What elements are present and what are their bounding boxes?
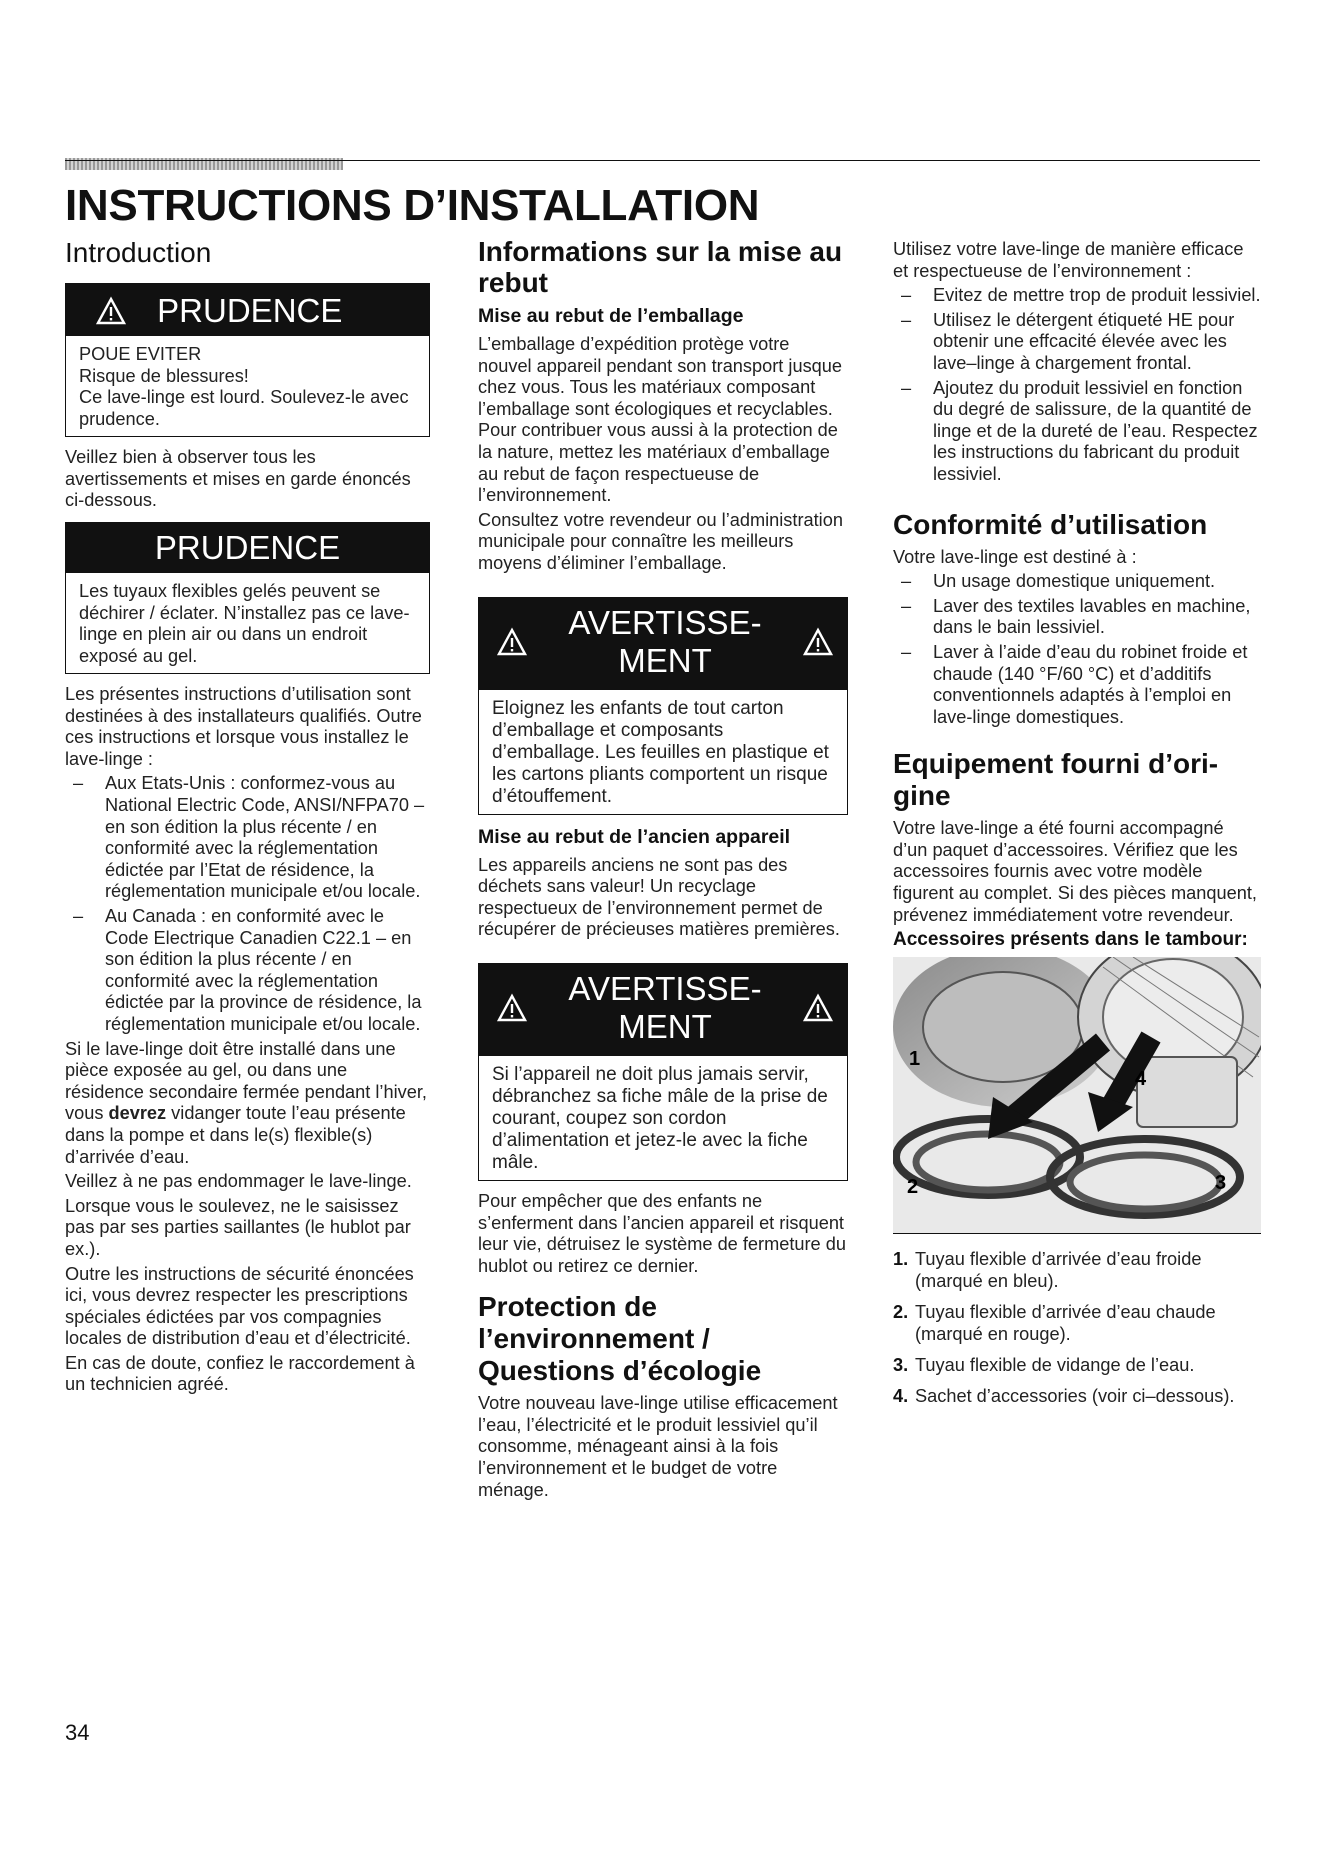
column-2 <box>478 236 848 1504</box>
list-item: – Aux Etats-Unis : conformez-vous au National Electric Code, ANSI/NFPA70 – en son édition la plus récente / en conformité avec la réglementation édictée par l’Etat de résidence, la réglementation municipale et/ou locale. <box>73 773 425 902</box>
intro-paragraph: Veillez bien à observer tous les avertissements et mises en garde énoncés ci-dessous. <box>65 447 411 511</box>
warning-triangle-icon <box>497 993 527 1023</box>
callout-2: 2 <box>907 1176 919 1199</box>
environment-paragraph: Votre nouveau lave-linge utilise efficacement l’eau, l’électricité et le produit lessiviel qu’il consomme, ménageant ainsi à la fois l’environnement et le budget de votre ménage. <box>478 1393 838 1500</box>
warning-box-2 <box>478 963 848 1181</box>
column-1 <box>65 236 430 1399</box>
section-heading-disposal: Informations sur la mise au rebut <box>478 236 843 298</box>
callout-4: 4 <box>1135 1068 1147 1091</box>
warning-triangle-icon <box>803 627 833 657</box>
packaging-paragraph: L’emballage d’expédition protège votre nouvel appareil pendant son transport jusque chez vous. Tous les matériaux composant l’emballage sont écologiques et recyclables. Pour contribuer vous aussi à la protection de la nature, mettez les matériaux d’emballage au rebut de façon respectueuse de l’environnement. <box>478 334 843 506</box>
list-item: – Un usage domestique uniquement. <box>901 571 1216 592</box>
regulations-paragraph: Outre les instructions de sécurité énoncées ici, vous devrez respecter les prescriptions spéciales édictées par vos compagnies locales de distribution d’eau et d’électricité. <box>65 1263 414 1349</box>
caution-label-1: PRUDENCE <box>157 292 343 330</box>
equipment-paragraph: Votre lave-linge a été fourni accompagné d’un paquet d’accessoires. Vérifiez que les accessoires fournis avec votre modèle figurent au complet. Si des pièces manquent, prévenez immédiatement votre revendeur. <box>893 818 1257 925</box>
accessories-illustration <box>893 957 1261 1234</box>
caution-header-1 <box>66 284 429 336</box>
section-heading-equipment: Equipement fourni d’ori- gine <box>893 748 1219 812</box>
list-item: – Utilisez le détergent étiqueté HE pour obtenir une effcacité élevée avec les lave–linge à chargement frontal. <box>901 309 1235 373</box>
damage-paragraph: Veillez à ne pas endommager le lave-linge. <box>65 1171 412 1192</box>
subheading-packaging: Mise au rebut de l’emballage <box>478 305 744 327</box>
section-heading-environment: Protection de l’environnement / Questions d’écologie <box>478 1291 762 1387</box>
section-heading-introduction: Introduction <box>65 237 212 268</box>
subheading-accessories: Accessoires présents dans le tambour: <box>893 929 1248 951</box>
list-item: – Laver à l’aide d’eau du robinet froide et chaude (140 °F/60 °C) et d’additifs conventionnels adaptés à l’emploi en lave-linge domestiques. <box>901 641 1248 727</box>
callout-1: 1 <box>909 1048 921 1071</box>
warning-box-1 <box>478 597 848 815</box>
accessories-list <box>893 1248 1263 1407</box>
frost-paragraph: Si le lave-linge doit être installé dans une pièce exposée au gel, ou dans une résidence secondaire fermée pendant l’hiver, vous devrez vidanger toute l’eau présente dans la pompe et dans le(s) flexible(s) d’arrivée d’eau. <box>65 1038 427 1167</box>
hoses-drum-illustration <box>893 957 1261 1233</box>
callout-3: 3 <box>1215 1172 1227 1195</box>
children-paragraph: Pour empêcher que des enfants ne s’enferment dans l’ancien appareil et risquent leur vie, détruisez le système de fermeture du hublot ou retirez ce dernier. <box>478 1190 846 1276</box>
warning-label-1: AVERTISSE- MENT <box>568 603 762 679</box>
warning-body-2: Si l’appareil ne doit plus jamais servir, débranchez sa fiche mâle de la prise de courant, coupez son cordon d’alimentation et jetez-le avec la fiche mâle. <box>492 1063 828 1173</box>
list-item: 3. Tuyau flexible de vidange de l’eau. <box>893 1355 1195 1376</box>
list-item: – Laver des textiles lavables en machine, dans le bain lessiviel. <box>901 595 1251 638</box>
header-rule <box>65 160 1260 161</box>
page-number: 34 <box>65 1720 90 1745</box>
caution-line-3: Ce lave-linge est lourd. Soulevez-le avec prudence. <box>79 387 409 429</box>
column-3 <box>893 239 1263 1416</box>
warning-body-1: Eloignez les enfants de tout carton d’emballage et composants d’emballage. Les feuilles en plastique et les cartons pliants comportent un risque d’étouffement. <box>492 697 829 807</box>
warning-triangle-icon <box>803 993 833 1023</box>
subheading-old-appliance: Mise au rebut de l’ancien appareil <box>478 825 791 848</box>
caution-line-2: Risque de blessures! <box>79 365 249 386</box>
regulation-list <box>65 773 430 1035</box>
list-item: 2. Tuyau flexible d’arrivée d’eau chaude (marqué en rouge). <box>893 1302 1216 1345</box>
caution-body-1 <box>66 336 429 436</box>
caution-box-1 <box>65 283 430 437</box>
warning-triangle-icon <box>497 627 527 657</box>
accessory-bag <box>1137 1057 1237 1127</box>
page-title: INSTRUCTIONS D’INSTALLATION <box>65 181 760 230</box>
lifting-paragraph: Lorsque vous le soulevez, ne le saisissez pas par ses parties saillantes (le hublot par ex.). <box>65 1195 411 1259</box>
caution-header-2: PRUDENCE <box>66 523 429 573</box>
old-appliance-paragraph: Les appareils anciens ne sont pas des déchets sans valeur! Un recyclage respectueux de l’environnement permet de récupérer de précieuses matières premières. <box>478 854 840 940</box>
technician-paragraph: En cas de doute, confiez le raccordement à un technicien agréé. <box>65 1352 415 1395</box>
list-item: – Ajoutez du produit lessiviel en fonction du degré de salissure, de la quantité de linge et de la dureté de l’eau. Respectez les instructions du fabricant du produit lessiviel. <box>901 377 1258 484</box>
caution-box-2 <box>65 522 430 674</box>
list-item: 4. Sachet d’accessories (voir ci–dessous). <box>893 1386 1235 1407</box>
list-item: 1. Tuyau flexible d’arrivée d’eau froide (marqué en bleu). <box>893 1249 1202 1292</box>
eco-list <box>893 285 1263 485</box>
section-heading-conformity: Conformité d’utilisation <box>893 508 1208 540</box>
caution-body-2: Les tuyaux flexibles gelés peuvent se déchirer / éclater. N’installez pas ce lave-linge en plein air ou dans un endroit exposé au gel. <box>79 581 410 666</box>
dealer-paragraph: Consultez votre revendeur ou l’administration municipale pour connaître les meilleurs moyens d’éliminer l’emballage. <box>478 509 843 573</box>
installers-paragraph: Les présentes instructions d’utilisation sont destinées à des installateurs qualifiés. Outre ces instructions et lorsque vous installez le lave-linge : <box>65 684 422 769</box>
intended-use-paragraph: Votre lave-linge est destiné à : <box>893 546 1137 567</box>
list-item: – Au Canada : en conformité avec le Code Electrique Canadien C22.1 – en son édition la plus récente / en conformité avec la réglementation édictée par la province de résidence, la réglementation municipale et/ou locale. <box>73 906 422 1034</box>
warning-header-1 <box>479 598 847 690</box>
warning-triangle-icon <box>96 296 126 326</box>
warning-label-2: AVERTISSE- MENT <box>568 969 762 1045</box>
list-item: – Evitez de mettre trop de produit lessiviel. <box>901 285 1261 306</box>
intended-use-list <box>893 571 1263 728</box>
caution-line-1: POUE EVITER <box>79 344 202 365</box>
warning-header-2 <box>479 964 847 1056</box>
usage-paragraph: Utilisez votre lave-linge de manière efficace et respectueuse de l’environnement : <box>893 239 1244 281</box>
